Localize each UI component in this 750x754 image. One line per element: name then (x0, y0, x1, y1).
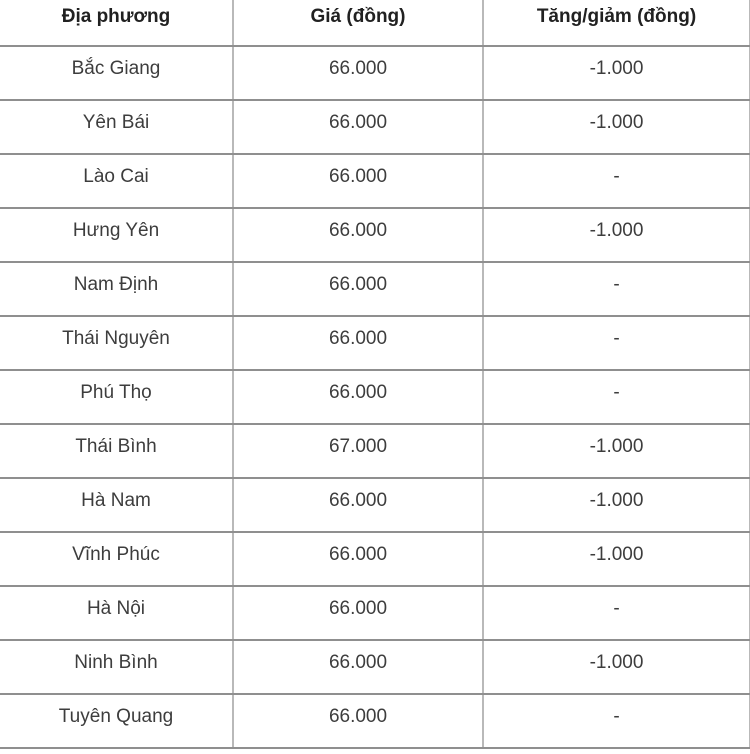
table-row (0, 46, 750, 100)
header-row (0, 0, 750, 46)
table-row (0, 370, 750, 424)
change-cell: - (483, 694, 750, 748)
change-cell: -1.000 (483, 100, 750, 154)
table-row (0, 208, 750, 262)
change-cell: -1.000 (483, 46, 750, 100)
change-cell: -1.000 (483, 640, 750, 694)
price-cell: 66.000 (233, 154, 483, 208)
change-cell: -1.000 (483, 424, 750, 478)
location-cell: Thái Bình (0, 424, 233, 478)
change-cell: -1.000 (483, 532, 750, 586)
location-cell: Ninh Bình (0, 640, 233, 694)
table-row (0, 640, 750, 694)
price-cell: 66.000 (233, 262, 483, 316)
table-row (0, 478, 750, 532)
table-row (0, 424, 750, 478)
location-cell: Thái Nguyên (0, 316, 233, 370)
change-cell: - (483, 262, 750, 316)
location-cell: Hà Nội (0, 586, 233, 640)
column-header-location: Địa phương (0, 0, 233, 46)
change-cell: - (483, 154, 750, 208)
location-cell: Hà Nam (0, 478, 233, 532)
table-row (0, 262, 750, 316)
price-cell: 66.000 (233, 586, 483, 640)
change-cell: -1.000 (483, 208, 750, 262)
location-cell: Tuyên Quang (0, 694, 233, 748)
price-cell: 66.000 (233, 532, 483, 586)
table-row (0, 100, 750, 154)
price-cell: 66.000 (233, 694, 483, 748)
column-header-price: Giá (đồng) (233, 0, 483, 46)
table-row (0, 586, 750, 640)
price-cell: 66.000 (233, 208, 483, 262)
table-row (0, 694, 750, 748)
table-row (0, 154, 750, 208)
table-row (0, 532, 750, 586)
change-cell: - (483, 586, 750, 640)
price-cell: 66.000 (233, 100, 483, 154)
location-cell: Nam Định (0, 262, 233, 316)
location-cell: Hưng Yên (0, 208, 233, 262)
change-cell: - (483, 370, 750, 424)
table-row (0, 316, 750, 370)
location-cell: Lào Cai (0, 154, 233, 208)
location-cell: Vĩnh Phúc (0, 532, 233, 586)
price-cell: 66.000 (233, 640, 483, 694)
location-cell: Phú Thọ (0, 370, 233, 424)
price-cell: 67.000 (233, 424, 483, 478)
price-cell: 66.000 (233, 370, 483, 424)
price-cell: 66.000 (233, 316, 483, 370)
change-cell: -1.000 (483, 478, 750, 532)
change-cell: - (483, 316, 750, 370)
location-cell: Yên Bái (0, 100, 233, 154)
price-cell: 66.000 (233, 478, 483, 532)
location-cell: Bắc Giang (0, 46, 233, 100)
column-header-change: Tăng/giảm (đồng) (483, 0, 750, 46)
price-cell: 66.000 (233, 46, 483, 100)
